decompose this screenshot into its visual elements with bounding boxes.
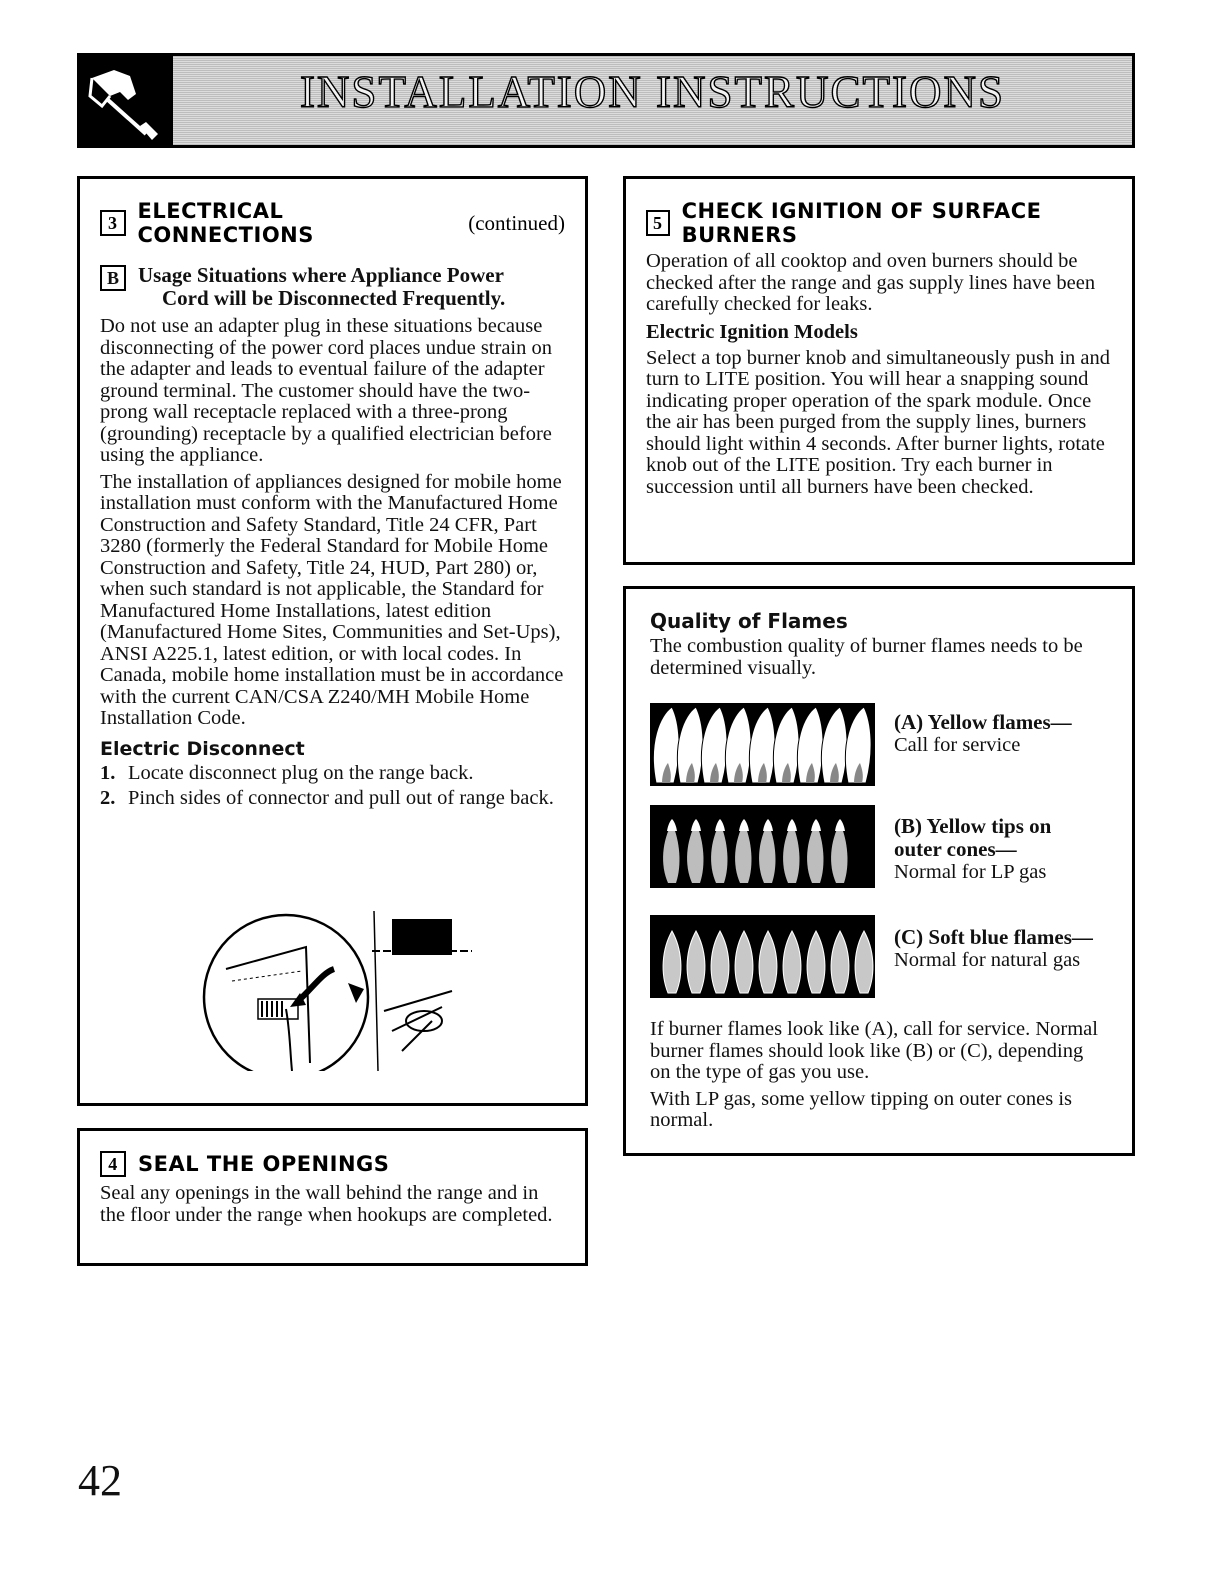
ignition-section-heading bbox=[646, 199, 1112, 247]
flame-c-desc: Normal for natural gas bbox=[894, 949, 1081, 971]
step-text: Locate disconnect plug on the range back. bbox=[128, 761, 474, 784]
section-number-badge: 3 bbox=[100, 210, 126, 236]
usage-subsection-heading bbox=[100, 265, 565, 310]
step-number: 1. bbox=[100, 761, 116, 784]
disconnect-plug-illustration bbox=[202, 911, 482, 1071]
flame-b-title-line2: outer cones— bbox=[894, 837, 1017, 861]
section-title: ELECTRICAL CONNECTIONS bbox=[137, 199, 314, 247]
flame-c-title: (C) Soft blue flames— bbox=[894, 925, 1093, 949]
flame-a-desc: Call for service bbox=[894, 734, 1021, 756]
mobile-home-paragraph: The installation of appliances designed for mobile home installation must conform with the Manufactured Home Construction and Safety Standard, Title 24 CFR, Part 3280 (formerly the Federal Standard for Mobile Home Construction and Safety, Title 24, HUD, Part 280) or, when such standard is not applicable, the Standard for Manufactured Home Installations, latest edition (Manufactured Home Sites, Communities and Set-Ups), ANSI A225.1, latest edition, or with local codes. In Canada, mobile home installation must be in accordance with the current CAN/CSA Z240/MH Mobile Home Installation Code. bbox=[100, 470, 564, 729]
banner-title-area bbox=[173, 56, 1132, 145]
seal-section-heading bbox=[100, 1151, 565, 1177]
yellow-flames-image bbox=[650, 703, 875, 786]
flame-c-label bbox=[894, 926, 1093, 971]
subsection-title-line1: Usage Situations where Appliance Power bbox=[138, 263, 504, 287]
flame-b-desc: Normal for LP gas bbox=[894, 861, 1047, 883]
flame-b-label bbox=[894, 815, 1051, 883]
page-title: INSTALLATION INSTRUCTIONS bbox=[299, 67, 1006, 117]
flames-outro bbox=[650, 1019, 1108, 1132]
ignition-intro-paragraph: Operation of all cooktop and oven burners should be checked after the range and gas supply lines have been carefully checked for leaks. bbox=[646, 250, 1096, 315]
page-number: 42 bbox=[78, 1456, 122, 1505]
subsection-title-line2: Cord will be Disconnected Frequently. bbox=[162, 286, 506, 310]
section-number-badge: 4 bbox=[100, 1151, 126, 1177]
page-banner bbox=[77, 53, 1135, 148]
electrical-section-heading bbox=[100, 199, 565, 247]
electric-disconnect-heading: Electric Disconnect bbox=[100, 737, 305, 760]
yellow-tips-image bbox=[650, 805, 875, 888]
quality-of-flames-heading: Quality of Flames bbox=[650, 609, 848, 633]
electrical-connections-box bbox=[77, 176, 588, 1106]
check-ignition-box bbox=[623, 176, 1135, 565]
section-number-badge: 5 bbox=[646, 210, 670, 236]
list-item bbox=[100, 763, 565, 785]
continued-label: (continued) bbox=[468, 210, 565, 235]
flame-a-title: (A) Yellow flames— bbox=[894, 710, 1072, 734]
ignition-instructions-paragraph: Select a top burner knob and simultaneously push in and turn to LITE position. You will hear a snapping sound indicating proper operation of the spark module. Once the air has been purged from the supply lines, burners should light within 4 seconds. After burner lights, rotate knob out of the LITE position. Try each burner in succession until all burners have been checked. bbox=[646, 346, 1111, 498]
electric-ignition-heading: Electric Ignition Models bbox=[646, 320, 858, 343]
seal-paragraph: Seal any openings in the wall behind the range and in the floor under the range when hookups are completed. bbox=[100, 1182, 553, 1226]
soft-blue-flames-image bbox=[650, 915, 875, 998]
seal-openings-box bbox=[77, 1128, 588, 1266]
flame-b-title-line1: (B) Yellow tips on bbox=[894, 814, 1052, 838]
lp-gas-paragraph: With LP gas, some yellow tipping on outer cones is normal. bbox=[650, 1087, 1073, 1131]
step-text: Pinch sides of connector and pull out of range back. bbox=[128, 787, 554, 809]
section-title: CHECK IGNITION OF SURFACE BURNERS bbox=[681, 199, 1042, 247]
list-item bbox=[100, 788, 565, 810]
flames-outro-paragraph: If burner flames look like (A), call for service. Normal burner flames should look like (B) or (C), depending on the type of gas you use. bbox=[650, 1018, 1098, 1083]
flames-intro-paragraph: The combustion quality of burner flames needs to be determined visually. bbox=[650, 635, 1083, 679]
subsection-letter-badge: B bbox=[100, 265, 126, 291]
wrench-hand-icon bbox=[80, 56, 173, 145]
step-number: 2. bbox=[100, 787, 116, 809]
section-title: SEAL THE OPENINGS bbox=[138, 1152, 390, 1176]
adapter-warning-paragraph: Do not use an adapter plug in these situations because disconnecting of the power cord places undue strain on the adapter and leads to eventual failure of the adapter ground terminal. The customer should have the two-prong wall receptacle replaced with a three-prong (grounding) receptacle by a qualified electrician before using the appliance. bbox=[100, 315, 553, 466]
flame-a-label bbox=[894, 711, 1072, 756]
quality-of-flames-box bbox=[623, 586, 1135, 1156]
